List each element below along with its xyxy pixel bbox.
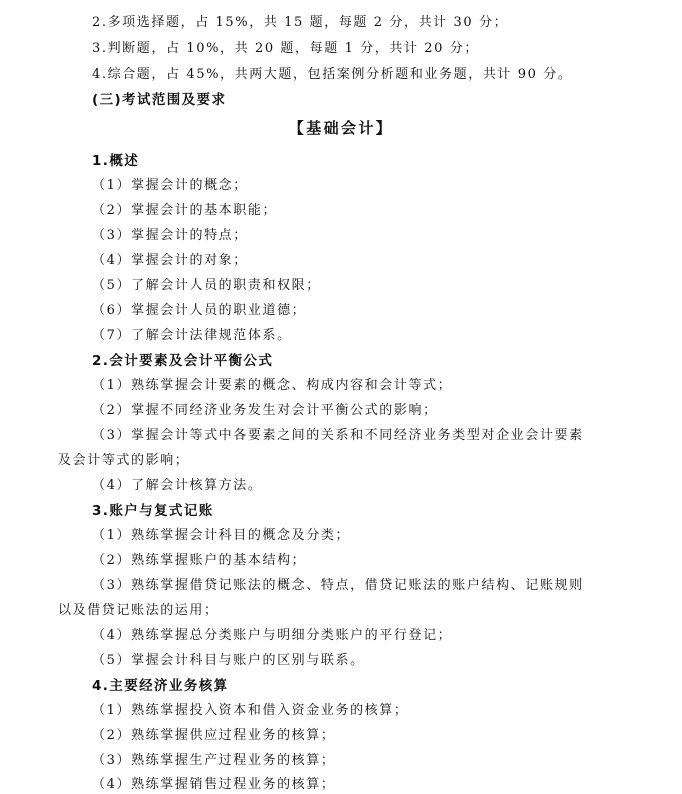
list-item: （5）了解会计人员的职责和权限； — [92, 278, 321, 293]
list-item: （2）掌握不同经济业务发生对会计平衡公式的影响； — [92, 403, 438, 418]
list-item: （4）掌握会计的对象； — [92, 253, 248, 268]
list-item: （3）掌握会计的特点； — [92, 228, 248, 243]
list-item: （3）熟练掌握借贷记账法的概念、特点，借贷记账法的账户结构、记账规则 — [92, 578, 584, 593]
exam-structure-line: 2.多项选择题，占 15%，共 15 题，每题 2 分，共计 30 分； — [92, 15, 509, 30]
list-item: （1）熟练掌握会计要素的概念、构成内容和会计等式； — [92, 378, 453, 393]
list-item-continuation: 以及借贷记账法的运用； — [58, 603, 219, 618]
section-title: 【基础会计】 — [288, 119, 394, 137]
list-item: （4）了解会计核算方法。 — [92, 478, 263, 493]
list-item: （4）熟练掌握总分类账户与明细分类账户的平行登记； — [92, 628, 453, 643]
list-item: （1）熟练掌握会计科目的概念及分类； — [92, 528, 351, 543]
list-item: （2）熟练掌握账户的基本结构； — [92, 553, 307, 568]
scope-heading: (三)考试范围及要求 — [92, 92, 227, 108]
list-item: （7）了解会计法律规范体系。 — [92, 328, 292, 343]
chapter-heading: 3.账户与复式记账 — [92, 503, 214, 519]
exam-structure-line: 4.综合题，占 45%，共两大题，包括案例分析题和业务题，共计 90 分。 — [92, 67, 573, 82]
chapter-heading: 2.会计要素及会计平衡公式 — [92, 353, 274, 369]
exam-structure-line: 3.判断题，占 10%，共 20 题，每题 1 分，共计 20 分； — [92, 41, 479, 56]
list-item: （1）掌握会计的概念； — [92, 178, 248, 193]
list-item: （6）掌握会计人员的职业道德； — [92, 303, 307, 318]
list-item: （2）掌握会计的基本职能； — [92, 203, 278, 218]
list-item: （5）掌握会计科目与账户的区别与联系。 — [92, 653, 365, 668]
list-item: （2）熟练掌握供应过程业务的核算； — [92, 728, 336, 743]
chapter-heading: 1.概述 — [92, 153, 140, 169]
list-item: （1）熟练掌握投入资本和借入资金业务的核算； — [92, 703, 409, 718]
list-item: （3）熟练掌握生产过程业务的核算； — [92, 753, 336, 768]
list-item-continuation: 及会计等式的影响； — [58, 453, 190, 468]
list-item: （4）熟练掌握销售过程业务的核算； — [92, 777, 336, 792]
list-item: （3）掌握会计等式中各要素之间的关系和不同经济业务类型对企业会计要素 — [92, 428, 584, 443]
chapter-heading: 4.主要经济业务核算 — [92, 678, 229, 694]
